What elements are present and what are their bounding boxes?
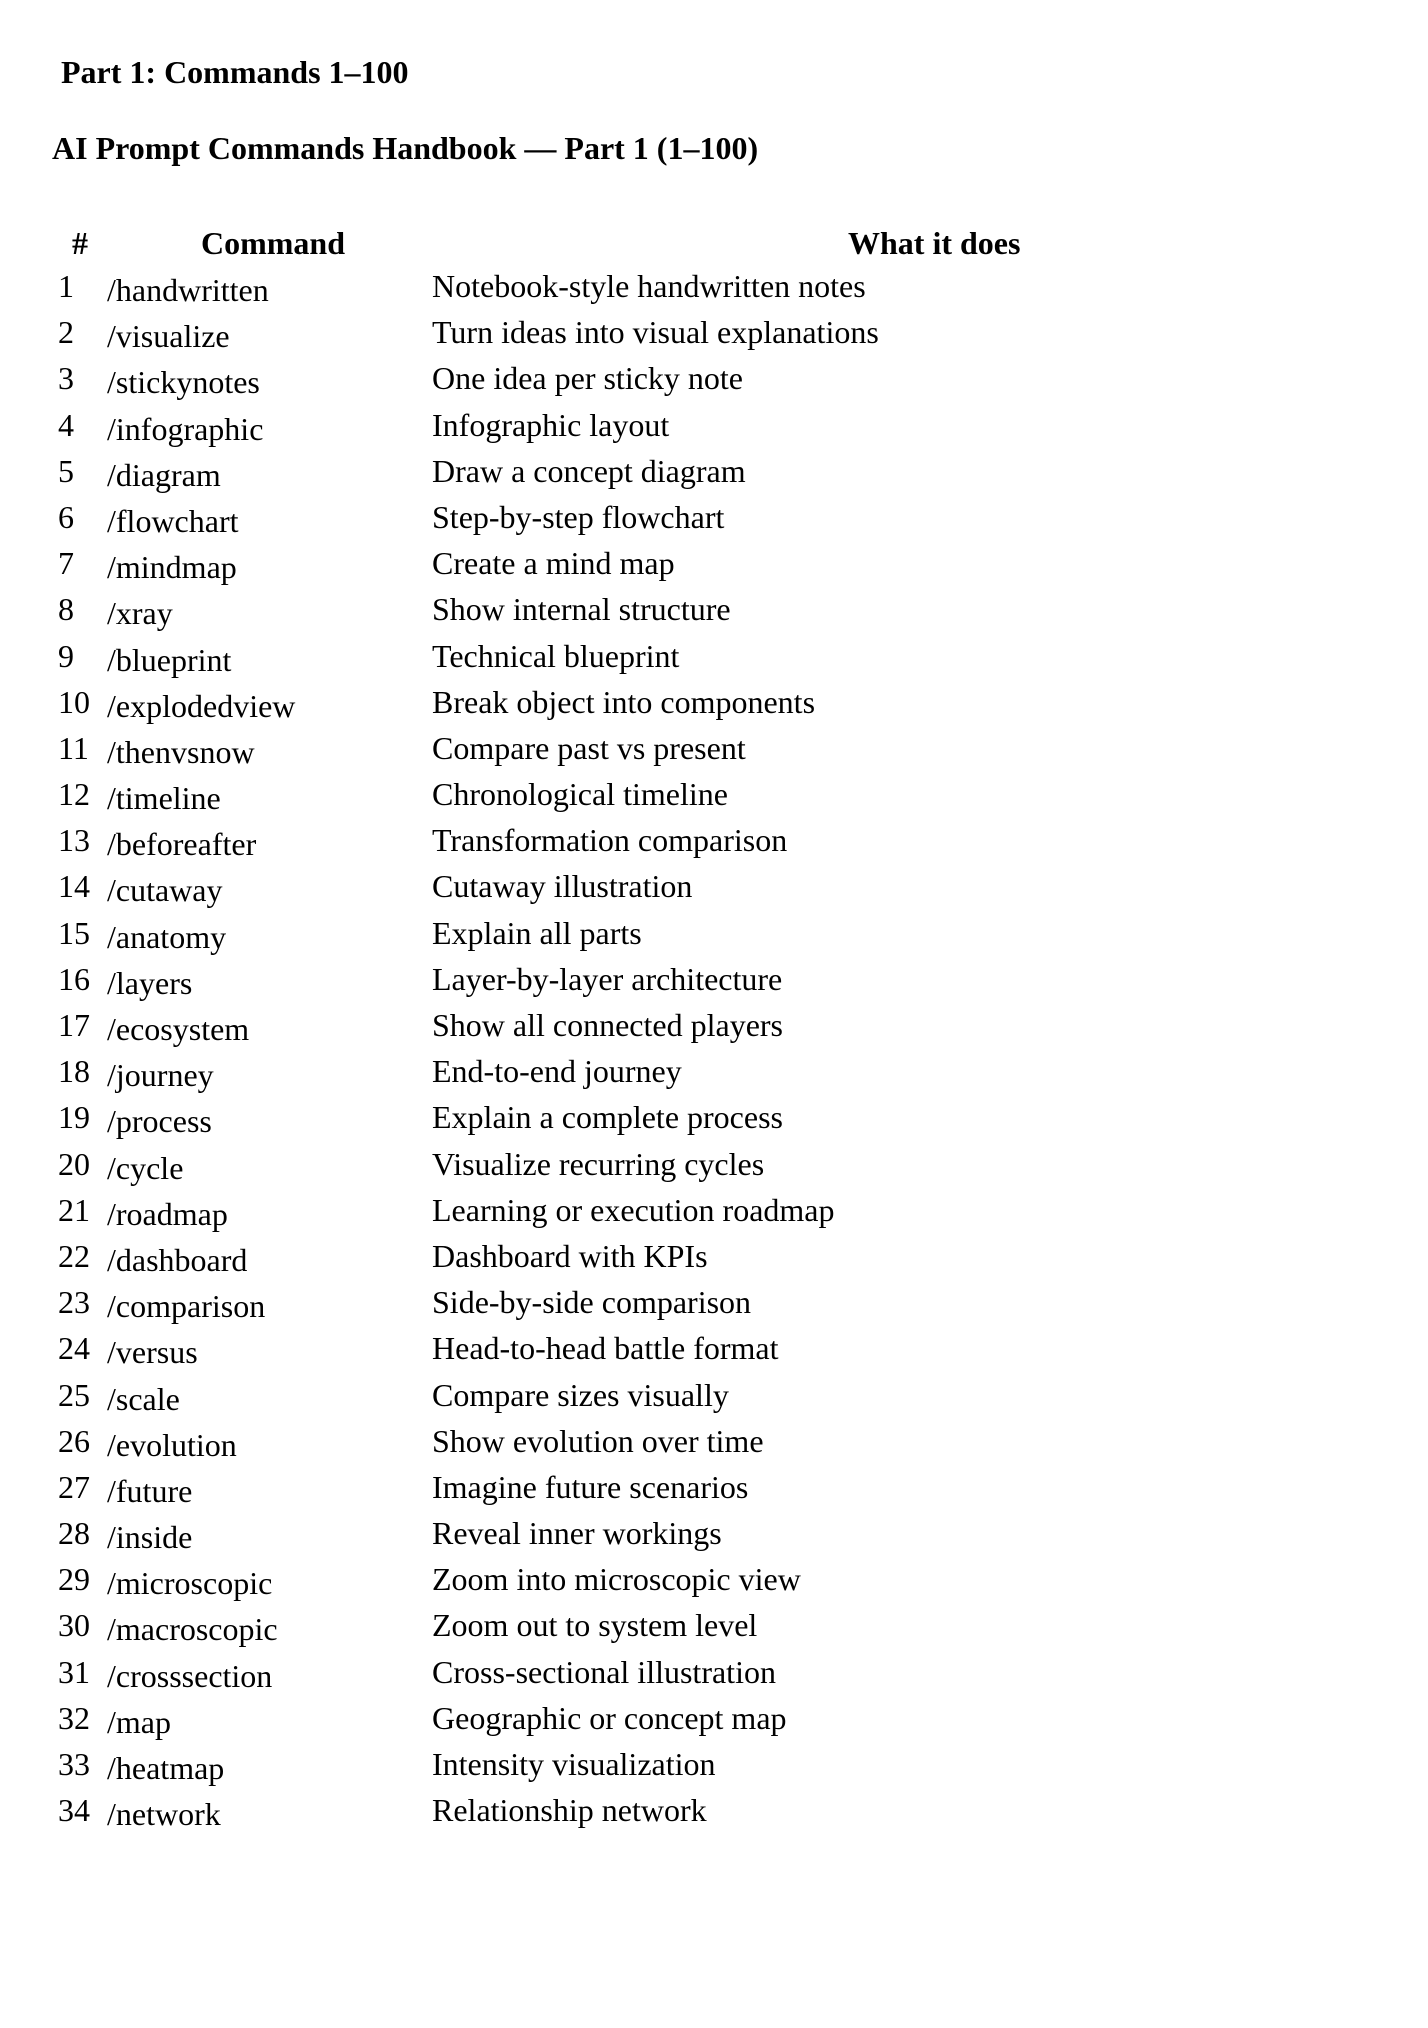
row-description: Turn ideas into visual explanations <box>432 314 879 351</box>
row-number: 12 <box>58 776 90 813</box>
row-command: /heatmap <box>107 1750 225 1786</box>
table-row <box>0 636 1428 682</box>
table-row <box>0 358 1428 404</box>
row-number: 30 <box>58 1607 90 1644</box>
row-command: /map <box>107 1703 171 1740</box>
row-command: /comparison <box>107 1288 266 1325</box>
row-command: /cutaway <box>107 872 223 909</box>
row-command: /timeline <box>107 780 221 817</box>
row-description: Zoom into microscopic view <box>432 1561 801 1598</box>
row-number: 17 <box>58 1007 90 1043</box>
row-command: /inside <box>107 1519 193 1556</box>
row-command: /mindmap <box>107 549 237 586</box>
table-row <box>0 266 1428 312</box>
row-command: /macroscopic <box>107 1611 278 1648</box>
table-row <box>0 1144 1428 1190</box>
table-body <box>0 266 1428 1836</box>
row-command: /microscopic <box>107 1565 273 1602</box>
row-number: 4 <box>58 406 74 443</box>
row-description: Draw a concept diagram <box>432 452 746 489</box>
part-heading: Part 1: Commands 1–100 <box>61 54 409 90</box>
row-description: Side-by-side comparison <box>432 1284 752 1321</box>
row-number: 25 <box>58 1376 90 1413</box>
row-description: Intensity visualization <box>432 1746 716 1782</box>
table-row <box>0 451 1428 497</box>
row-number: 22 <box>58 1237 90 1274</box>
table-row <box>0 682 1428 728</box>
table-row <box>0 1328 1428 1374</box>
row-number: 34 <box>58 1792 90 1829</box>
row-description: Step-by-step flowchart <box>432 498 725 535</box>
row-number: 19 <box>58 1099 90 1136</box>
row-description: Explain all parts <box>432 914 642 951</box>
table-row <box>0 866 1428 912</box>
table-row <box>0 1559 1428 1605</box>
row-command: /cycle <box>107 1149 184 1186</box>
row-command: /diagram <box>107 456 221 493</box>
row-command: /scale <box>107 1380 180 1417</box>
row-number: 13 <box>58 822 90 859</box>
row-description: Infographic layout <box>432 406 670 443</box>
table-row <box>0 1698 1428 1744</box>
table-row <box>0 820 1428 866</box>
column-header-command: Command <box>201 225 346 261</box>
row-description: Layer-by-layer architecture <box>432 960 783 997</box>
table-row <box>0 589 1428 635</box>
row-command: /xray <box>107 595 173 632</box>
row-description: Relationship network <box>432 1792 707 1829</box>
row-description: Cross-sectional illustration <box>432 1653 776 1690</box>
table-row <box>0 1744 1428 1790</box>
table-row <box>0 1051 1428 1097</box>
row-description: Explain a complete process <box>432 1099 783 1136</box>
document-title: AI Prompt Commands Handbook — Part 1 (1–100) <box>52 130 759 166</box>
row-description: Show all connected players <box>432 1007 783 1043</box>
table-row <box>0 913 1428 959</box>
row-number: 7 <box>58 545 74 582</box>
row-number: 1 <box>58 268 74 304</box>
row-number: 31 <box>58 1653 90 1690</box>
row-number: 15 <box>58 914 90 951</box>
row-description: Chronological timeline <box>432 776 728 813</box>
column-header-number: # <box>72 225 88 261</box>
table-row <box>0 543 1428 589</box>
row-command: /dashboard <box>107 1241 248 1278</box>
row-number: 10 <box>58 683 90 720</box>
row-number: 20 <box>58 1145 90 1182</box>
row-number: 2 <box>58 314 74 351</box>
row-command: /anatomy <box>107 918 227 955</box>
row-command: /flowchart <box>107 502 239 539</box>
row-description: Dashboard with KPIs <box>432 1237 708 1274</box>
row-description: Visualize recurring cycles <box>432 1145 765 1182</box>
table-row <box>0 1282 1428 1328</box>
table-row <box>0 1652 1428 1698</box>
table-row <box>0 1467 1428 1513</box>
row-command: /visualize <box>107 318 230 355</box>
row-number: 23 <box>58 1284 90 1321</box>
row-description: Technical blueprint <box>432 637 680 674</box>
row-command: /stickynotes <box>107 364 260 401</box>
row-number: 33 <box>58 1746 90 1782</box>
row-command: /process <box>107 1103 212 1140</box>
table-row <box>0 728 1428 774</box>
row-command: /handwritten <box>107 272 269 308</box>
row-command: /explodedview <box>107 687 296 724</box>
row-description: Show internal structure <box>432 591 731 628</box>
row-description: Compare sizes visually <box>432 1376 729 1413</box>
row-description: Notebook-style handwritten notes <box>432 268 866 304</box>
row-description: Reveal inner workings <box>432 1515 722 1552</box>
row-number: 8 <box>58 591 74 628</box>
row-description: Head-to-head battle format <box>432 1330 779 1367</box>
row-description: Transformation comparison <box>432 822 788 859</box>
row-number: 5 <box>58 452 74 489</box>
row-number: 14 <box>58 868 90 905</box>
row-description: Compare past vs present <box>432 729 746 766</box>
table-row <box>0 1097 1428 1143</box>
row-number: 3 <box>58 360 74 397</box>
table-row <box>0 497 1428 543</box>
row-command: /network <box>107 1796 221 1833</box>
row-number: 9 <box>58 637 74 674</box>
row-description: End-to-end journey <box>432 1053 682 1090</box>
row-number: 24 <box>58 1330 90 1367</box>
row-description: Geographic or concept map <box>432 1699 787 1736</box>
table-row <box>0 1236 1428 1282</box>
row-description: Zoom out to system level <box>432 1607 758 1644</box>
table-row <box>0 405 1428 451</box>
row-number: 18 <box>58 1053 90 1090</box>
row-command: /thenvsnow <box>107 733 255 770</box>
row-number: 27 <box>58 1468 90 1505</box>
table-row <box>0 312 1428 358</box>
table-header-row <box>0 220 1428 266</box>
row-description: Create a mind map <box>432 545 675 582</box>
row-command: /evolution <box>107 1426 237 1463</box>
row-number: 11 <box>58 729 89 766</box>
row-command: /beforeafter <box>107 826 257 863</box>
row-command: /crosssection <box>107 1657 273 1694</box>
table-row <box>0 1513 1428 1559</box>
row-command: /journey <box>107 1057 214 1094</box>
row-description: Imagine future scenarios <box>432 1468 749 1505</box>
row-number: 32 <box>58 1699 90 1736</box>
row-number: 6 <box>58 498 74 535</box>
row-number: 28 <box>58 1515 90 1552</box>
row-number: 29 <box>58 1561 90 1598</box>
table-row <box>0 1190 1428 1236</box>
row-description: Learning or execution roadmap <box>432 1191 835 1228</box>
row-command: /blueprint <box>107 641 232 678</box>
table-row <box>0 959 1428 1005</box>
row-command: /layers <box>107 964 193 1001</box>
row-command: /versus <box>107 1334 198 1371</box>
table-row <box>0 774 1428 820</box>
table-row <box>0 1790 1428 1836</box>
commands-table <box>0 220 1428 1836</box>
table-row <box>0 1605 1428 1651</box>
column-header-description: What it does <box>848 225 1021 261</box>
row-description: Show evolution over time <box>432 1422 764 1459</box>
table-row <box>0 1421 1428 1467</box>
row-description: Cutaway illustration <box>432 868 693 905</box>
row-description: Break object into components <box>432 683 816 720</box>
row-number: 21 <box>58 1191 90 1228</box>
table-row <box>0 1005 1428 1051</box>
table-row <box>0 1375 1428 1421</box>
row-command: /ecosystem <box>107 1011 250 1047</box>
row-command: /future <box>107 1472 193 1509</box>
row-description: One idea per sticky note <box>432 360 743 397</box>
row-number: 16 <box>58 960 90 997</box>
row-command: /infographic <box>107 410 264 447</box>
row-command: /roadmap <box>107 1195 228 1232</box>
row-number: 26 <box>58 1422 90 1459</box>
